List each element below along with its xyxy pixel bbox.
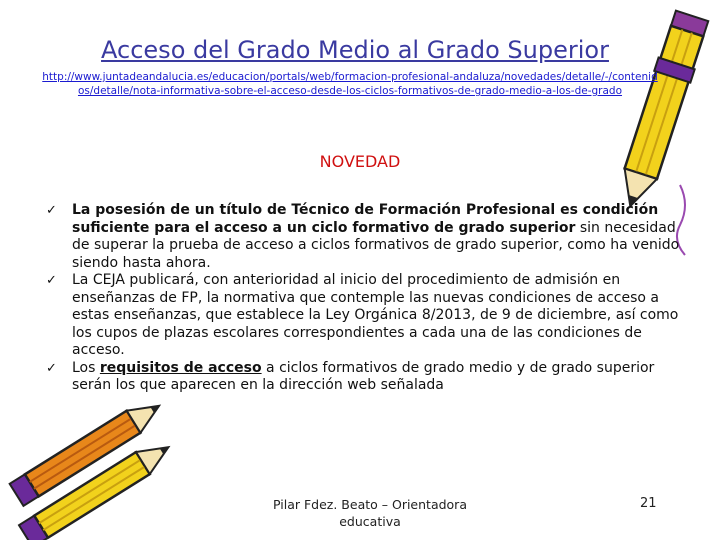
list-item <box>46 360 692 395</box>
bullet-text: a ciclos formativos de grado medio y de grado superior serán los que aparecen en la dirección web señalada <box>72 359 655 393</box>
check-icon: ✓ <box>46 203 57 218</box>
list-item <box>46 272 692 360</box>
source-link[interactable]: http://www.juntadeandalucia.es/educacion/portals/web/formacion-profesional-andaluza/novedades/detalle/-/contenidos/detalle/nota-informativa-sobre-el-acceso-desde-los-ciclos-formativos-de-grado-medio-a-los-de-grado <box>42 71 658 97</box>
bullet-list <box>46 202 692 395</box>
page-number: 21 <box>640 496 657 511</box>
bullet-bold-text: requisitos de acceso <box>99 359 262 376</box>
check-icon: ✓ <box>46 273 57 288</box>
list-item <box>46 202 692 272</box>
pencil-icon <box>0 380 190 540</box>
bullet-bold-text: La posesión de un título de Técnico de Formación Profesional es condición suficiente para el acceso a un ciclo formativo de grado superior <box>72 202 659 236</box>
slide-title: Acceso del Grado Medio al Grado Superior <box>101 36 609 64</box>
check-icon: ✓ <box>46 360 57 376</box>
bullet-text: Los <box>72 359 100 376</box>
heading-novedad: NOVEDAD <box>319 152 401 171</box>
bullet-text: La CEJA publicará, con anterioridad al inicio del procedimiento de admisión en enseñanzas de FP, la normativa que contemple las nuevas condiciones de acceso a estas enseñanzas, que establece la Ley Orgánica 8/2013, de 9 de diciembre, así como los cupos de plazas escolares correspondientes a cada una de las condiciones de acceso. <box>72 272 679 358</box>
bullet-text: sin necesidad de superar la prueba de acceso a ciclos formativos de grado superior, como ha venido siendo hasta ahora. <box>72 219 680 271</box>
footer-author: Pilar Fdez. Beato – Orientadora educativa <box>273 497 467 529</box>
